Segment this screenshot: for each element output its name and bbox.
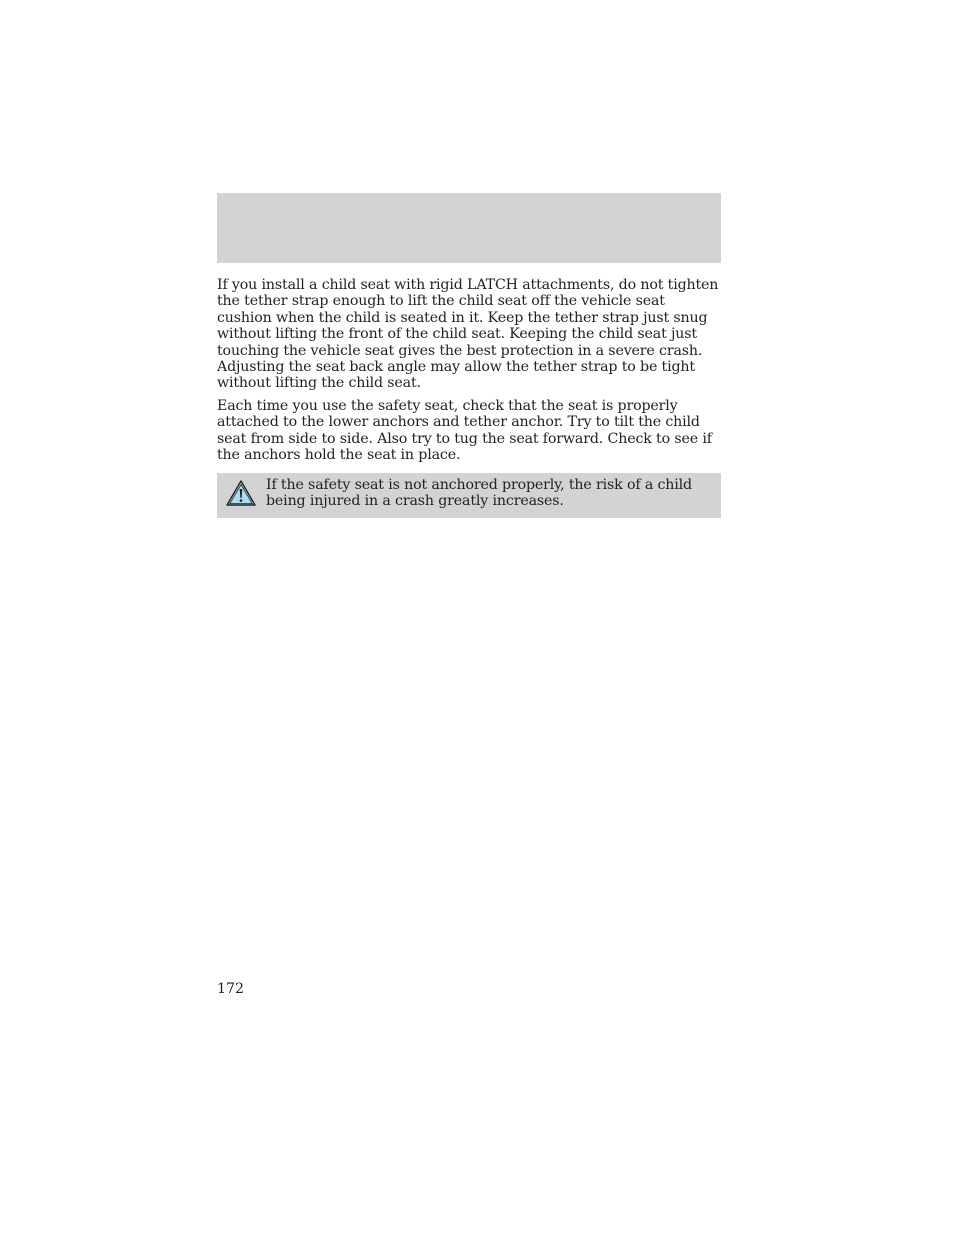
body-content bbox=[217, 277, 723, 469]
warning-triangle-icon bbox=[225, 479, 257, 507]
section-header-band bbox=[217, 193, 721, 263]
paragraph-latch-tether: If you install a child seat with rigid LATCH attachments, do not tighten the tether strap enough to lift the child seat off the vehicle seat cushion when the child is seated in it. Keep the tether strap just snug without lifting the front of the child seat. Keeping the child seat just touching the vehicle seat gives the best protection in a severe crash. Adjusting the seat back angle may allow the tether strap to be tight without lifting the child seat. bbox=[217, 277, 719, 392]
warning-text: If the safety seat is not anchored properly, the risk of a child being injured in a crash greatly increases. bbox=[266, 477, 692, 510]
page-number: 172 bbox=[217, 981, 245, 997]
paragraph-check-seat: Each time you use the safety seat, check that the seat is properly attached to the lower anchors and tether anchor. Try to tilt the child seat from side to side. Also try to tug the seat forward. Check to see if the anchors hold the seat in place. bbox=[217, 397, 712, 464]
warning-box bbox=[217, 473, 721, 518]
